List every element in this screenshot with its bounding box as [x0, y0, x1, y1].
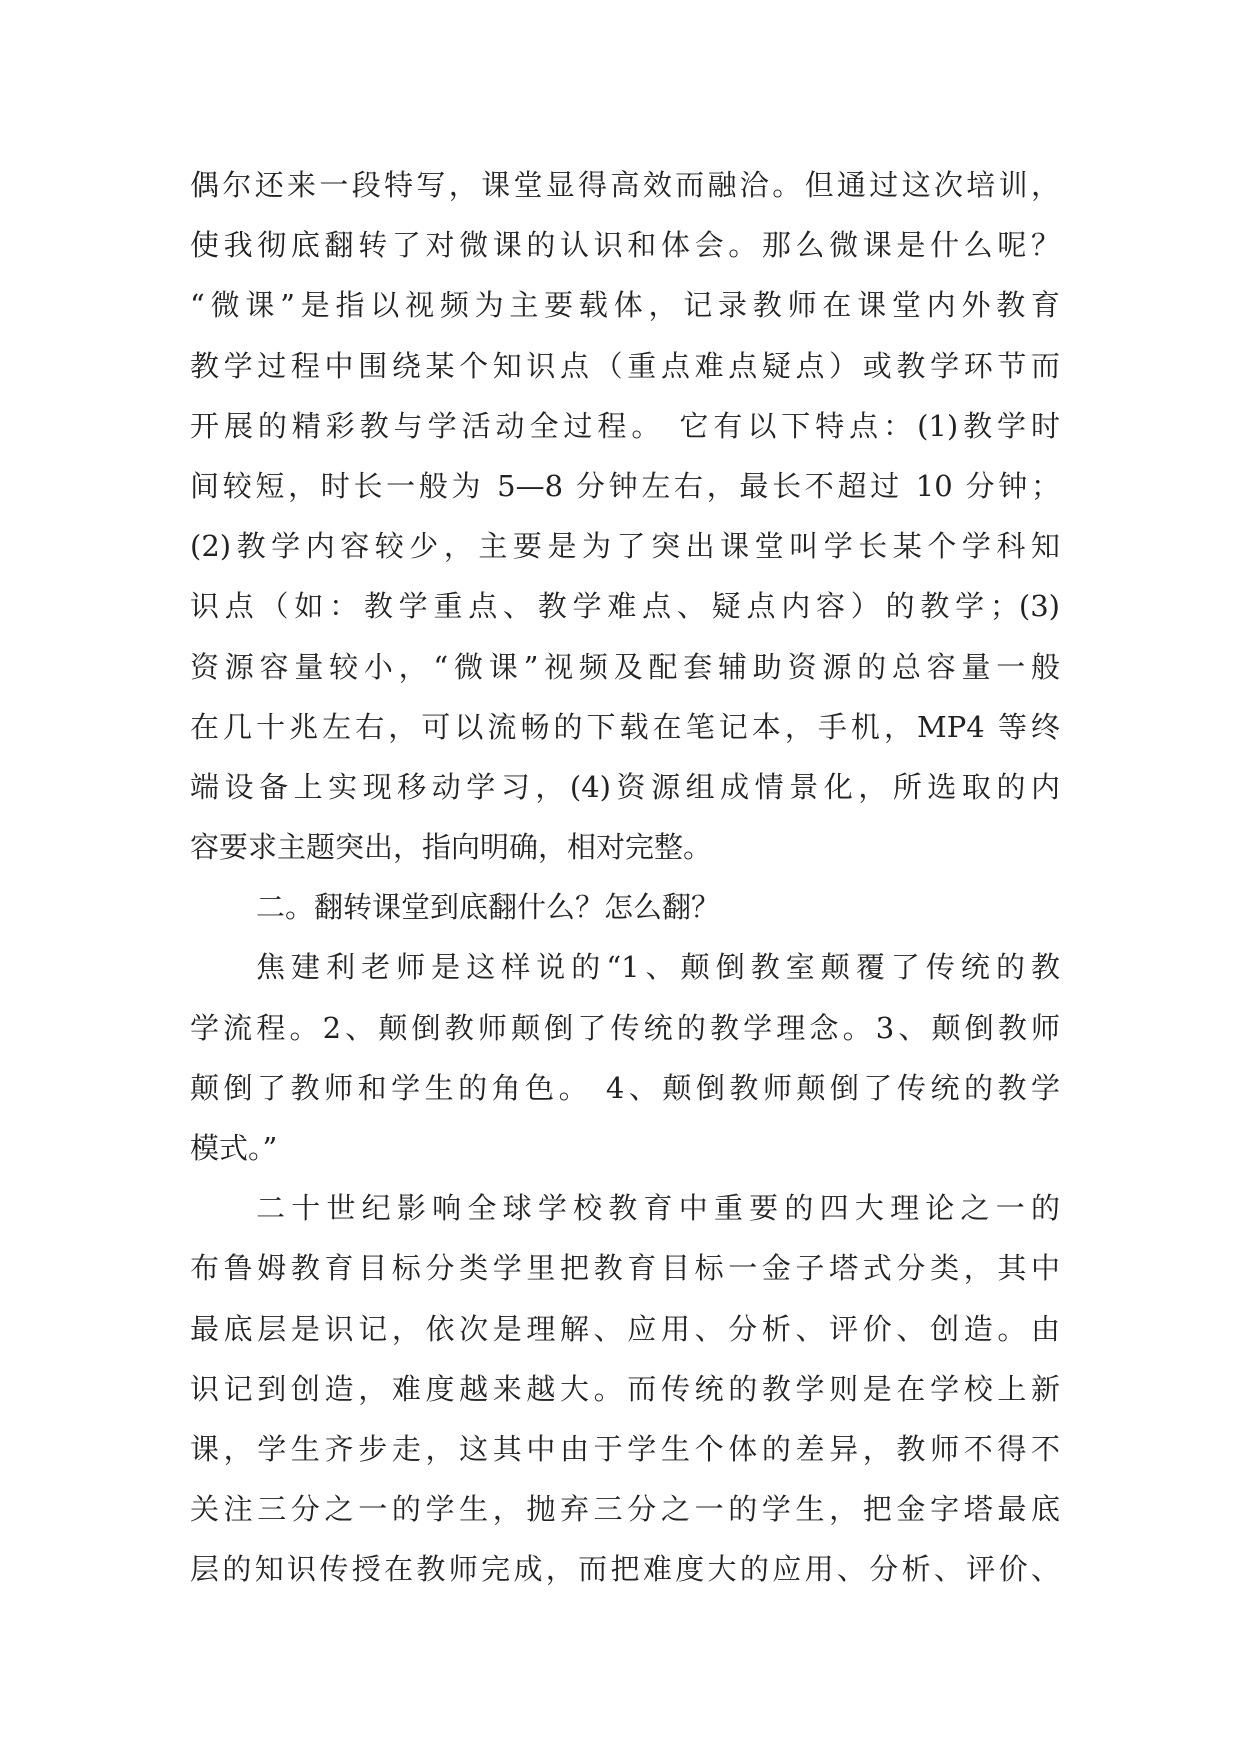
text-line: 布鲁姆教育目标分类学里把教育目标一金子塔式分类，其中: [190, 1251, 1060, 1286]
text-line: 课，学生齐步走，这其中由于学生个体的差异，教师不得不: [190, 1431, 1060, 1466]
document-page: [190, 155, 1060, 1600]
text-line: 偶尔还来一段特写，课堂显得高效而融洽。但通过这次培训，: [190, 168, 1060, 202]
text-line: 层的知识传授在教师完成，而把难度大的应用、分析、评价、: [190, 1552, 1060, 1587]
text-line: 模式。”: [190, 1131, 278, 1165]
text-line: 使我彻底翻转了对微课的认识和体会。那么微课是什么呢？: [190, 228, 1060, 263]
section-heading: 二。翻转课堂到底翻什么？怎么翻？: [256, 890, 721, 925]
text-line: 端设备上实现移动学习，(4)资源组成情景化，所选取的内: [190, 769, 1060, 804]
text-line: 间较短，时长一般为 5—8 分钟左右，最长不超过 10 分钟；: [190, 468, 1060, 503]
text-line: “微课”是指以视频为主要载体，记录教师在课堂内外教育: [190, 288, 1060, 323]
text-line: 二十世纪影响全球学校教育中重要的四大理论之一的: [256, 1191, 1060, 1226]
text-line: (2)教学内容较少，主要是为了突出课堂叫学长某个学科知: [190, 529, 1060, 564]
text-line: 资源容量较小，“微课”视频及配套辅助资源的总容量一般: [190, 649, 1060, 684]
text-line: 识点（如：教学重点、教学难点、疑点内容）的教学；(3): [190, 589, 1060, 624]
text-line: 容要求主题突出，指向明确，相对完整。: [190, 830, 713, 865]
text-line: 识记到创造，难度越来越大。而传统的教学则是在学校上新: [190, 1371, 1060, 1406]
text-line: 关注三分之一的学生，抛弃三分之一的学生，把金字塔最底: [190, 1492, 1060, 1527]
text-line: 学流程。2、颠倒教师颠倒了传统的教学理念。3、颠倒教师: [190, 1010, 1060, 1045]
text-line: 颠倒了教师和学生的角色。 4、颠倒教师颠倒了传统的教学: [190, 1070, 1060, 1105]
text-line: 在几十兆左右，可以流畅的下载在笔记本，手机，MP4 等终: [190, 709, 1060, 744]
text-line: 焦建利老师是这样说的“1、颠倒教室颠覆了传统的教: [256, 950, 1060, 985]
text-line: 最底层是识记，依次是理解、应用、分析、评价、创造。由: [190, 1311, 1060, 1346]
text-line: 开展的精彩教与学活动全过程。 它有以下特点：(1)教学时: [190, 408, 1060, 443]
text-line: 教学过程中围绕某个知识点（重点难点疑点）或教学环节而: [190, 348, 1060, 383]
